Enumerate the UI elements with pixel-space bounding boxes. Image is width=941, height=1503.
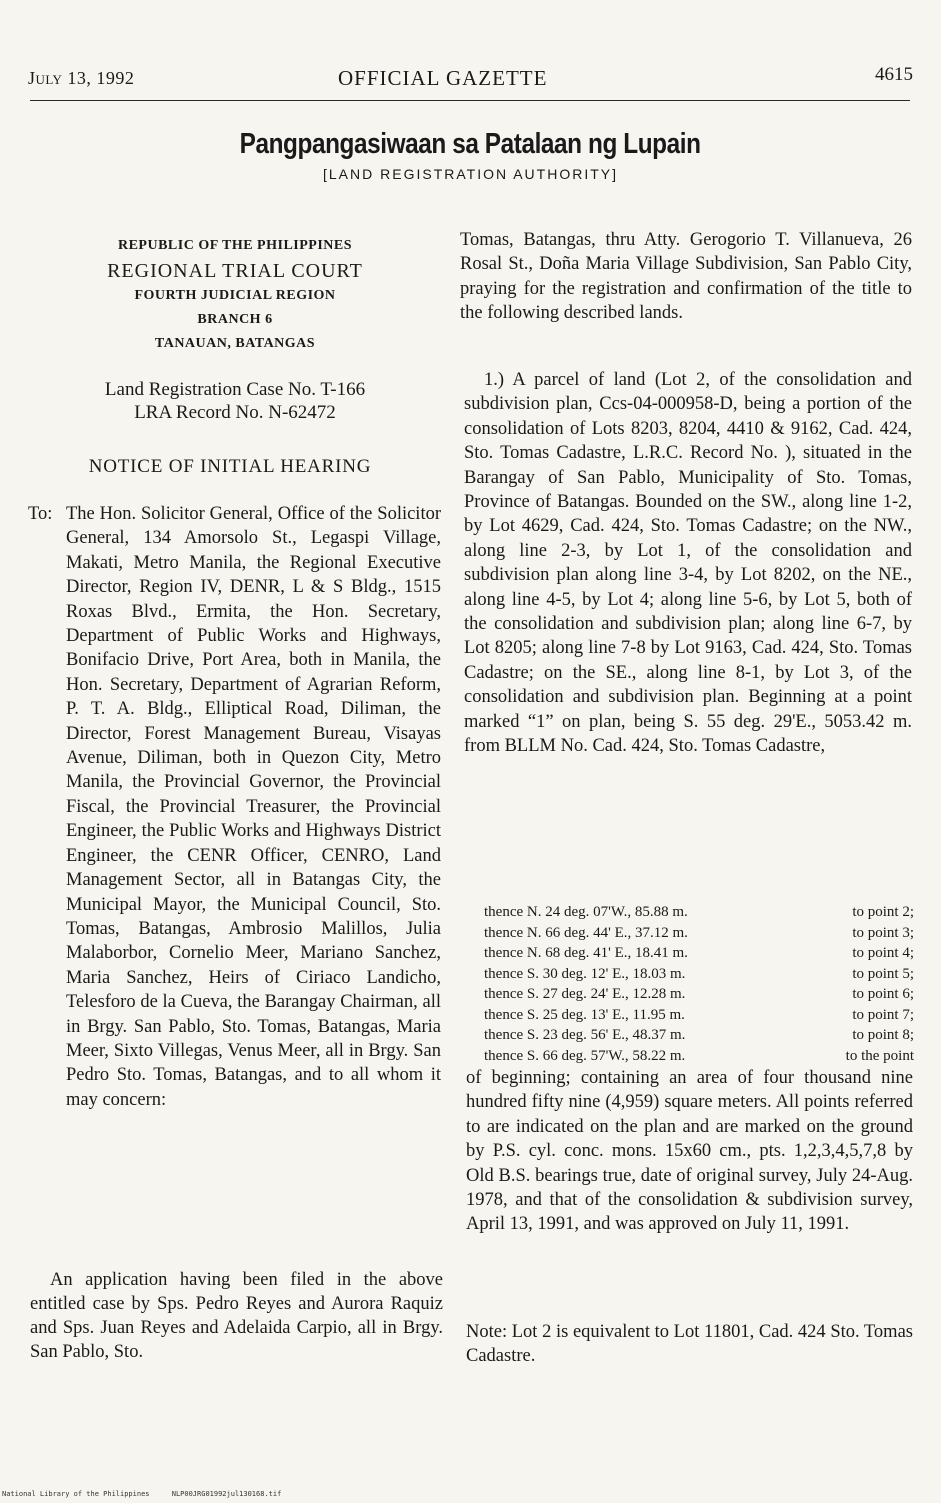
case-number: Land Registration Case No. T-166 <box>104 379 366 400</box>
bearing-row: thence N. 24 deg. 07'W., 85.88 m. to point 2; <box>484 904 914 920</box>
agency-subtitle: [LAND REGISTRATION AUTHORITY] <box>323 166 618 182</box>
bearing-row: thence N. 66 deg. 44' E., 37.12 m. to point 3; <box>484 924 914 941</box>
bearing-row: thence S. 27 deg. 24' E., 12.28 m. to point 6; <box>484 986 914 1002</box>
addressees-paragraph <box>28 502 441 1112</box>
page-header <box>28 62 913 96</box>
header-divider <box>30 100 910 101</box>
bearing-row: thence S. 66 deg. 57'W., 58.22 m. to the point <box>484 1047 914 1064</box>
court-heading <box>30 234 440 356</box>
bearing-row: thence S. 25 deg. 13' E., 11.95 m. to point 7; <box>484 1006 914 1023</box>
publication-title: OFFICIAL GAZETTE <box>338 66 548 90</box>
library-credit: National Library of the Philippines <box>2 1490 150 1498</box>
addressees-text: The Hon. Solicitor General, Office of the Solicitor General, 134 Amorsolo St., Legaspi Village, Makati, Metro Manila, the Regional Executive Director, Region IV, DENR, L & S Bldg., 1515 Roxas Blvd., Ermita, the Hon. Secretary, Department of Public Works and Highways, Bonifacio Drive, Port Area, both in Manila, the Hon. Secretary, Department of Agrarian Reform, P. T. A. Bldg., Elliptical Road, Diliman, the Director, Forest Management Bureau, Visayas Avenue, Diliman, both in Quezon City, Metro Manila, the Provincial Governor, the Provincial Fiscal, the Provincial Treasurer, the Provincial Engineer, the Public Works and Highways District Engineer, the CENR Officer, CENRO, Land Management Sector, all in Batangas City, the Municipal Mayor, the Municipal Council, Sto. Tomas, Batangas, Ambrosio Malillos, Julia Malaborbor, Cornelio Meer, Mariano Sanchez, Maria Sanchez, Heirs of Ciriaco Landicho, Telesforo de la Cueva, the Barangay Chairman, all in Brgy. San Pablo, Sto. Tomas, Batangas, Maria Meer, Sixto Villegas, Venus Meer, all in Brgy. San Pedro Sto. Tomas, Batangas, and to all whom it may concern: <box>66 504 441 1110</box>
bearing-row: thence S. 23 deg. 56' E., 48.37 m. to point 8; <box>484 1027 914 1043</box>
agency-title: Pangpangasiwaan sa Patalaan ng Lupain <box>239 128 701 160</box>
issue-date: July 13, 1992 <box>28 68 135 88</box>
lot-note: Note: Lot 2 is equivalent to Lot 11801, Cad. 424 Sto. Tomas Cadastre. <box>466 1322 913 1366</box>
scan-footer <box>2 1490 281 1498</box>
application-continued: Tomas, Batangas, thru Atty. Gerogorio T. Villanueva, 26 Rosal St., Doña Maria Village Subdivision, San Pablo City, praying for the registration and confirmation of the title to the following described lands. <box>460 230 912 324</box>
judicial-region: FOURTH JUDICIAL REGION <box>134 288 336 303</box>
scan-filename: NLP00JRG01992jul130168.tif <box>171 1490 282 1498</box>
to-label: To: <box>28 504 53 524</box>
parcel-description: 1.) A parcel of land (Lot 2, of the consolidation and subdivision plan, Ccs-04-000958-D, being a portion of the consolidation of Lots 8203, 8204, 4410 & 9162, Cad. 424, Sto. Tomas Cadastre, L.R.C. Record No. ), situated in the Barangay of San Pablo, Municipality of Sto. Tomas, Province of Batangas. Bounded on the SW., along line 1-2, by Lot 4629, Cad. 424, Sto. Tomas Cadastre; on the NW., along line 2-3, by Lot 1, of the consolidation and subdivision plan along line 3-4, by Lot 8202, on the NE., along line 4-5, by Lot 4; along line 5-6, by Lot 5, both of the consolidation and subdivision plan; along line 6-7, by Lot 8205; along line 7-8 by Lot 9163, Cad. 424, Sto. Tomas Cadastre; on the SE., along line 8-1, by Lot 3, of the consolidation and subdivision plan. Beginning at a point marked “1” on plan, being S. 55 deg. 29'E., 5053.42 m. from BLLM No. Cad. 424, Sto. Tomas Cadastre, <box>464 370 912 757</box>
application-paragraph: An application having been filed in the above entitled case by Sps. Pedro Reyes and Aurora Raquiz and Sps. Juan Reyes and Adelaida Carpio, all in Brgy. San Pablo, Sto. <box>30 1270 443 1362</box>
court-location: TANAUAN, BATANGAS <box>154 336 316 351</box>
branch-label: BRANCH 6 <box>197 312 273 327</box>
court-name: REGIONAL TRIAL COURT <box>107 260 363 282</box>
bearings-list <box>484 902 914 1066</box>
page-number: 4615 <box>875 64 913 85</box>
bearing-row: thence S. 30 deg. 12' E., 18.03 m. to point 5; <box>484 965 914 982</box>
case-info <box>30 378 440 424</box>
area-and-survey-paragraph: of beginning; containing an area of four thousand nine hundred fifty nine (4,959) square meters. All points referred to are indicated on the plan and are marked on the ground by P.S. cyl. conc. mons. 15x60 cm., pts. 1,2,3,4,5,7,8 by Old B.S. bearings true, date of original survey, July 24-Aug. 1978, and that of the consolidation & subdivision survey, April 13, 1991, and was approved on July 11, 1991. <box>466 1068 913 1235</box>
bearing-row: thence N. 68 deg. 41' E., 18.41 m. to point 4; <box>484 945 914 961</box>
notice-title: NOTICE OF INITIAL HEARING <box>88 456 372 477</box>
republic-label: REPUBLIC OF THE PHILIPPINES <box>117 238 353 253</box>
record-number: LRA Record No. N-62472 <box>134 402 336 423</box>
